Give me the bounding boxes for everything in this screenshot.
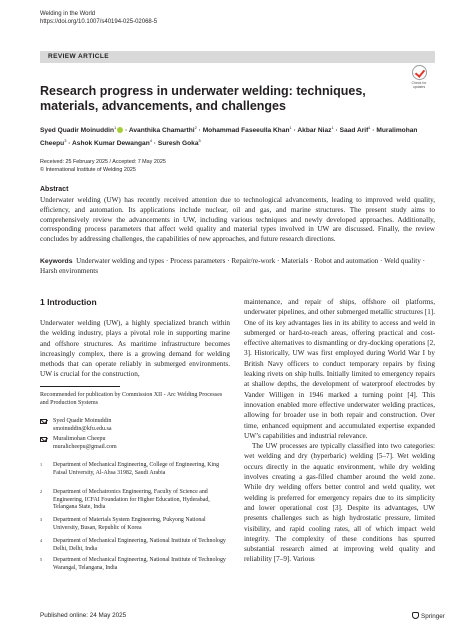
author-name[interactable]: Muralimohan Cheepu <box>40 127 418 148</box>
affiliation-text: Department of Mechanical Engineering, College of Engineering, King Faisal University, Al-Ahsa 31982, Saudi Arabia <box>53 462 220 476</box>
affiliation-number: 4 <box>40 538 43 543</box>
author-affiliation-number: 2 <box>194 125 197 130</box>
author-affiliation-number: 5 <box>198 138 201 144</box>
keywords-label: Keywords <box>40 258 73 265</box>
intro-right-paragraph-1: maintenance, and repair of ships, offshore oil platforms, underwater pipelines, and other submerged metallic structures [1]. One of its key advantages lies in its ability to access and weld in submerged or hard-to-reach areas, offering practical and cost-effective alternatives to dismantling or dry-docking operations [2, 3]. Historically, UW was first employed during World War I by British Navy officers to conduct temporary repairs by fixing leaking rivets on ship hulls. Initially limited to emergency repairs at shallow depths, the development of waterproof electrodes by Vander Willigen in 1946 marked a turning point [4]. This innovation enabled more effective underwater welding practices, allowing for broader use in both repair and construction. Over time, enhanced equipment and accumulated expertise expanded UW’s capabilities and industrial relevance. <box>244 298 435 440</box>
affiliation <box>40 538 230 553</box>
doi-link[interactable]: https://doi.org/10.1007/s40194-025-02068-5 <box>40 19 158 25</box>
correspondence-item <box>40 418 112 433</box>
author-name[interactable]: Suresh Goka <box>157 140 199 148</box>
check-updates-icon <box>412 65 427 80</box>
publisher-name: Springer <box>421 613 445 620</box>
author-affiliation-number: 4 <box>149 138 152 144</box>
affiliation <box>40 462 230 477</box>
affiliation-number: 1 <box>40 462 43 467</box>
author-separator: · <box>370 127 377 135</box>
keywords <box>40 257 435 277</box>
journal-header <box>40 10 157 26</box>
author-name[interactable]: Saad Arif <box>339 127 369 135</box>
abstract-heading: Abstract <box>40 186 69 193</box>
footnote-divider <box>40 386 120 387</box>
affiliation-number: 2 <box>40 489 43 494</box>
affiliation-number: 5 <box>40 557 43 562</box>
journal-name: Welding in the World <box>40 11 96 17</box>
footnote-recommendation: Recommended for publication by Commission XII - Arc Welding Processes and Production Systems <box>40 392 223 406</box>
intro-right-paragraph-2: The UW processes are typically classified into two categories: wet welding and dry (hyperbaric) welding [5–7]. Wet welding occurs directly in the aquatic environment, while dry welding involves creating a gas-filled chamber around the weld zone. While dry welding offers better control and weld quality, wet welding is preferred for emergency repairs due to its simplicity and lower operational cost [3]. Despite its advantages, UW presents challenges such as high hydrostatic pressure, limited visibility, and rapid cooling rates, all of which impact weld integrity. The complexity of these conditions has spurred substantial research aimed at improving weld quality and reliability [7–9]. Various <box>244 442 435 564</box>
correspondence-email[interactable]: smoinuddin@kfu.edu.sa <box>53 425 112 432</box>
envelope-icon <box>40 437 47 442</box>
intro-left-paragraph: Underwater welding (UW), a highly specialized branch within the welding industry, plays a pivotal role in supporting marine and offshore structures. As maritime infrastructure becomes increasingly complex, there is a growing demand for welding methods that can operate reliably in submerged environments. UW is crucial for the construction, <box>40 319 230 379</box>
author-name[interactable]: Akbar Niaz <box>297 127 332 135</box>
author-affiliation-number: 1 <box>331 125 334 130</box>
correspondence-email[interactable]: muralicheepu@gmail.com <box>53 443 117 450</box>
article-type-bar <box>40 51 435 63</box>
affiliation-text: Department of Mechanical Engineering, National Institute of Technology Warangal, Telangana, India <box>53 557 226 571</box>
author-name[interactable]: Mohammad Faseeulla Khan <box>202 127 290 135</box>
author-separator: · <box>123 127 129 135</box>
intro-right-column <box>244 297 435 565</box>
springer-horse-icon <box>412 612 419 619</box>
author-affiliation-number: 1 <box>368 125 371 130</box>
author-affiliation-number: 1 <box>289 125 292 130</box>
dates-block <box>40 159 166 174</box>
keywords-text: Underwater welding and types · Process parameters · Repair/re-work · Materials · Robot and automation · Weld quality · Harsh environments <box>40 257 426 275</box>
author-name[interactable]: Ashok Kumar Dewangan <box>72 140 150 148</box>
article-type: REVIEW ARTICLE <box>48 53 109 60</box>
affiliation <box>40 489 230 512</box>
author-separator: · <box>66 140 73 148</box>
affiliation-text: Department of Materials System Engineering, Pukyong National University, Busan, Republic of Korea <box>53 517 206 531</box>
affiliation <box>40 557 230 572</box>
envelope-icon <box>40 419 47 424</box>
correspondence-name: Muralimohan Cheepu <box>53 436 106 442</box>
publisher-mark <box>412 612 445 620</box>
author-name[interactable]: Avanthika Chamarthi <box>128 127 195 135</box>
author-list <box>40 123 432 149</box>
check-for-updates-badge[interactable] <box>407 65 431 89</box>
author-affiliation-number: 1 <box>114 125 117 130</box>
affiliation <box>40 517 230 532</box>
section-heading-introduction: 1 Introduction <box>40 297 97 307</box>
author-separator: · <box>291 127 298 135</box>
received-accepted: Received: 25 February 2025 / Accepted: 7 May 2025 <box>40 159 166 165</box>
check-updates-line2: updates <box>412 85 426 89</box>
author-affiliation-number: 3 <box>64 138 67 144</box>
affiliation-text: Department of Mechatronics Engineering, Faculty of Science and Engineering, ICFAI Foundation for Higher Education, Hyderabad, Telangana State, India <box>53 489 210 511</box>
correspondence-name: Syed Quadir Moinuddin <box>53 418 112 424</box>
abstract-text: Underwater welding (UW) has recently received attention due to technological advancements, leading to improved weld quality, efficiency, and automation. Its applications include nuclear, oil and gas, and marine structures. The present study aims to comprehensively review the advancements in UW, including various techniques and newly developed approaches. Additionally, corresponding process parameters that affect weld quality and material types involved in UW are discussed. Finally, the review concludes by addressing challenges, the capabilities of new approaches, and future research directions. <box>40 196 435 244</box>
paper-title: Research progress in underwater welding: techniques, materials, advancements, and challenges <box>40 84 366 113</box>
author-separator: · <box>196 127 203 135</box>
correspondence-item <box>40 436 117 451</box>
affiliation-text: Department of Mechanical Engineering, National Institute of Technology Delhi, Delhi, India <box>53 538 226 552</box>
author-name[interactable]: Syed Quadir Moinuddin <box>40 127 114 135</box>
copyright: © International Institute of Welding 2025 <box>40 166 136 173</box>
author-separator: · <box>151 140 158 148</box>
author-separator: · <box>333 127 340 135</box>
affiliation-number: 3 <box>40 517 43 522</box>
published-online: Published online: 24 May 2025 <box>40 612 127 619</box>
check-updates-line1: Check for <box>411 81 427 85</box>
